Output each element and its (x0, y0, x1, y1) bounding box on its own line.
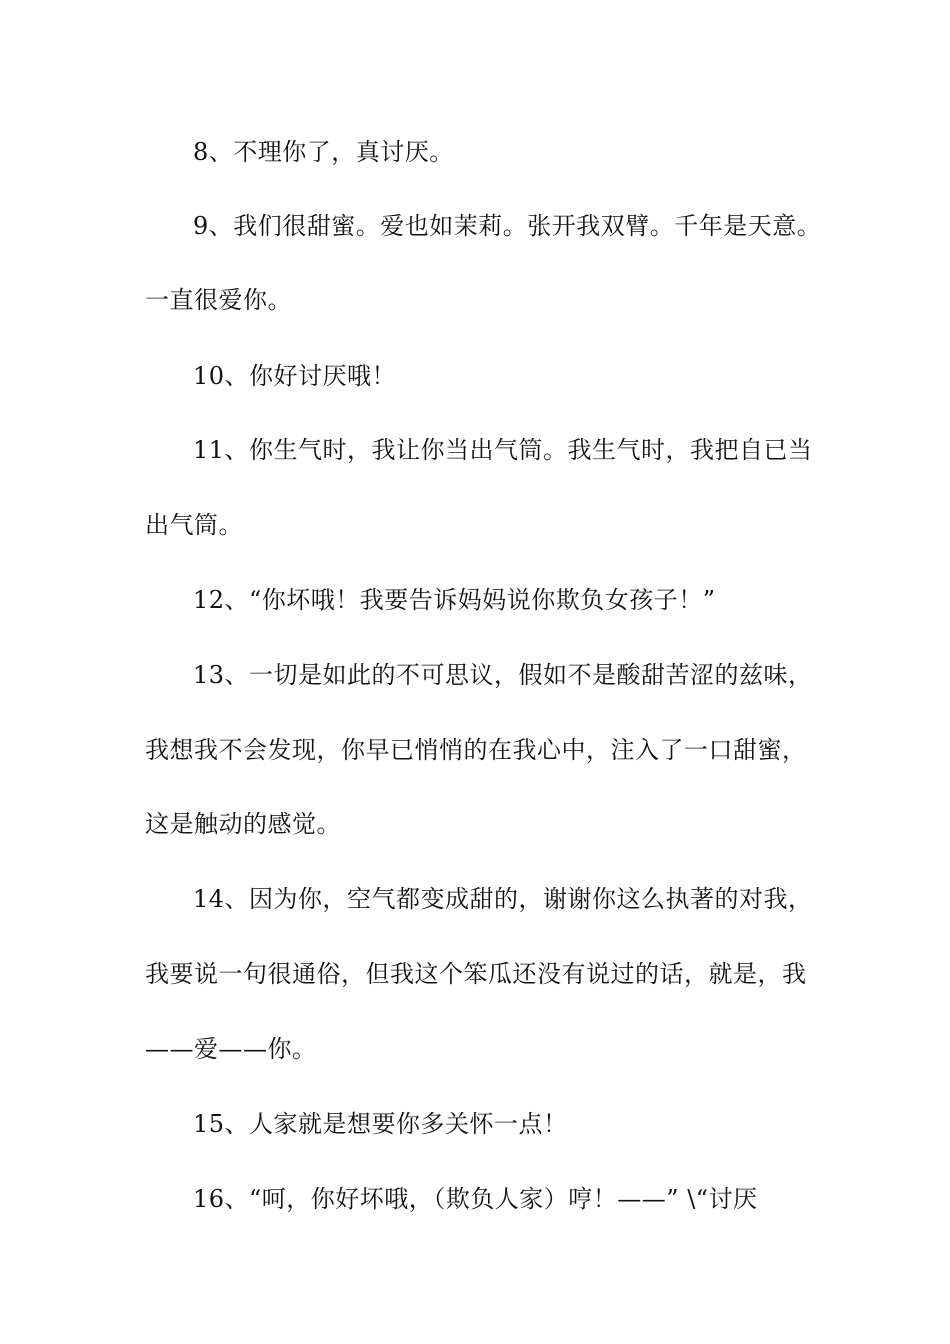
text-line: 11、你生气时，我让你当出气筒。我生气时，我把自已当 (193, 436, 813, 464)
text-line: 16、“呵，你好坏哦，（欺负人家）哼！——” \“讨厌 (193, 1185, 758, 1213)
text-line: ——爱——你。 (145, 1035, 317, 1063)
text-line: 10、你好讨厌哦！ (193, 362, 397, 390)
text-line: 出气筒。 (145, 511, 243, 539)
text-line: 我想我不会发现，你早已悄悄的在我心中，注入了一口甜蜜， (145, 736, 807, 764)
text-line: 9、我们很甜蜜。爱也如茉莉。张开我双臂。千年是天意。 (193, 212, 822, 240)
text-line: 我要说一句很通俗，但我这个笨瓜还没有说过的话，就是，我 (145, 960, 807, 988)
text-line: 14、因为你，空气都变成甜的，谢谢你这么执著的对我， (193, 885, 813, 913)
text-line: 15、人家就是想要你多关怀一点！ (193, 1110, 568, 1138)
text-line: 8、不理你了，真讨厌。 (193, 138, 454, 166)
text-line: 一直很爱你。 (145, 286, 292, 314)
text-line: 12、“你坏哦！我要告诉妈妈说你欺负女孩子！” (193, 586, 716, 614)
text-line: 13、一切是如此的不可思议，假如不是酸甜苦涩的兹味， (193, 661, 813, 689)
text-line: 这是触动的感觉。 (145, 810, 341, 838)
